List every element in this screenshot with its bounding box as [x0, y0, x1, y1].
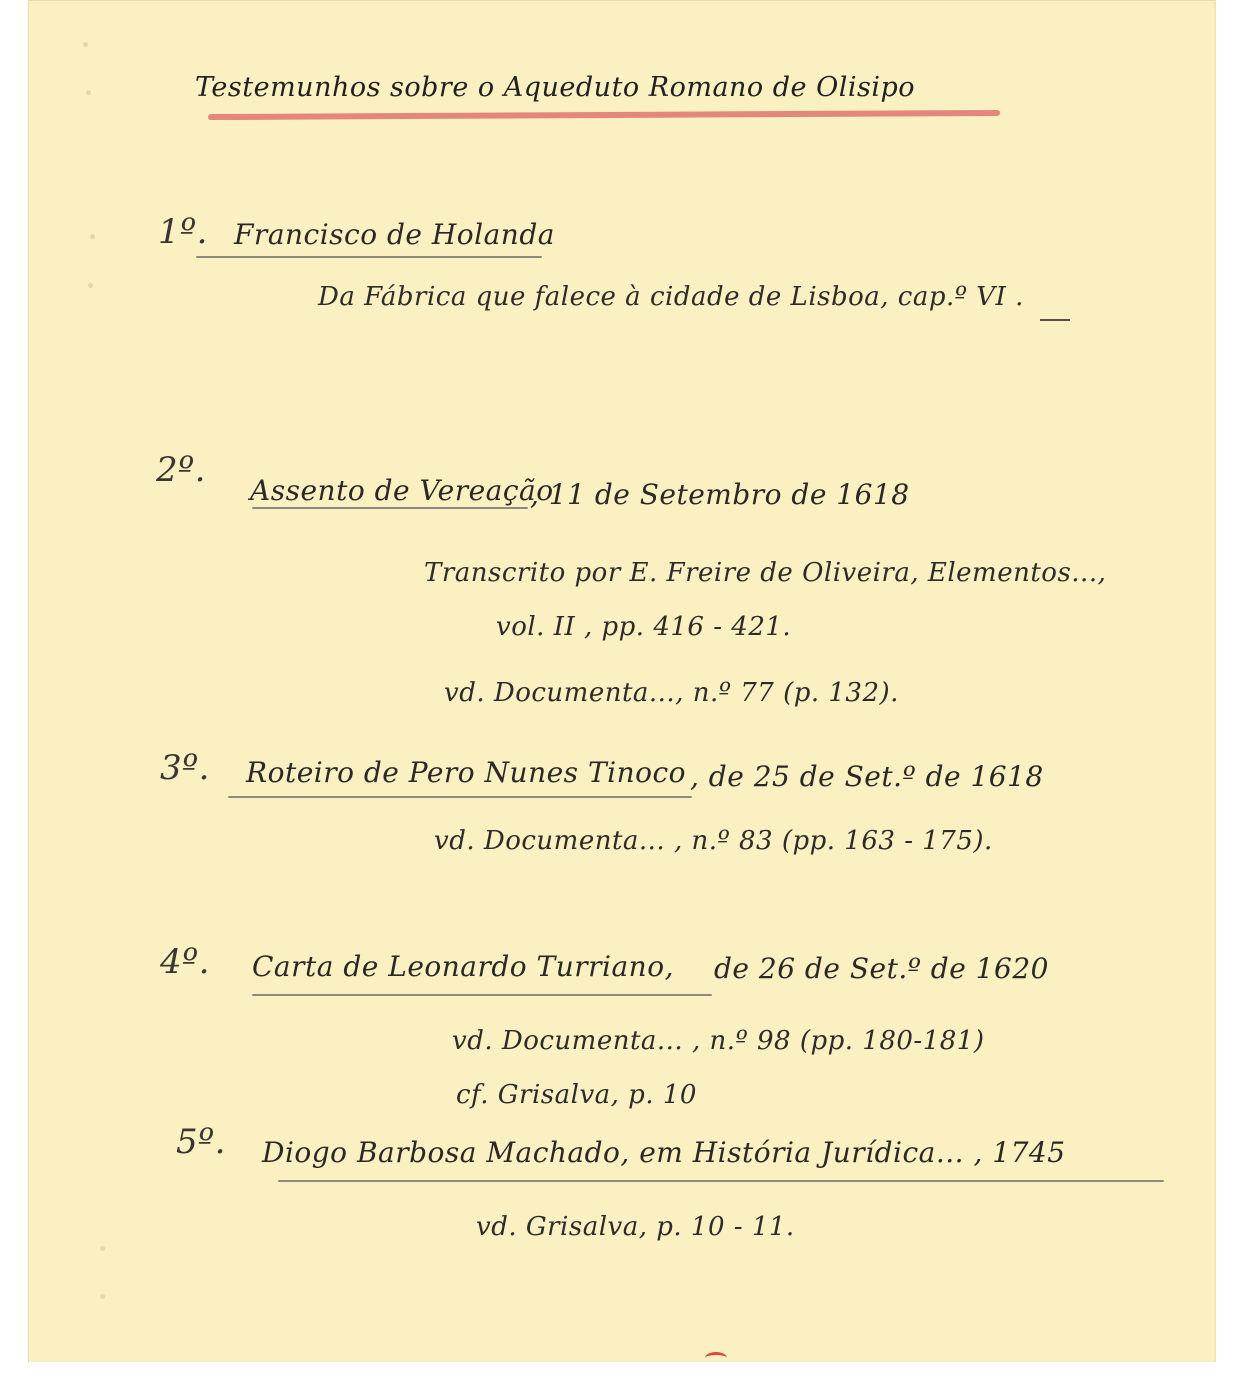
- entry-number: 1º.: [158, 212, 208, 252]
- entry-line: vd. Documenta..., n.º 77 (p. 132).: [444, 678, 899, 708]
- entry-number: 3º.: [160, 748, 210, 788]
- edge-mark: [100, 1246, 105, 1251]
- heading-underline: [252, 507, 528, 509]
- entry-line: vd. Documenta... , n.º 98 (pp. 180-181): [452, 1026, 985, 1056]
- edge-mark: [86, 90, 91, 95]
- heading-underline: [252, 994, 712, 996]
- entry-heading: Assento de Vereação: [250, 474, 554, 507]
- entry-line: Da Fábrica que falece à cidade de Lisboa, cap.º VI .: [318, 282, 1024, 312]
- red-pencil-mark: [705, 1352, 727, 1364]
- page-title: Testemunhos sobre o Aqueduto Romano de Olisipo: [195, 72, 916, 103]
- entry-number: 4º.: [160, 942, 210, 982]
- entry-number: 5º.: [176, 1122, 226, 1162]
- heading-underline: [196, 256, 542, 258]
- entry-heading: Roteiro de Pero Nunes Tinoco: [246, 756, 687, 789]
- entry-line: vd. Grisalva, p. 10 - 11.: [476, 1212, 795, 1242]
- edge-mark: [90, 234, 95, 239]
- edge-mark: [100, 1294, 105, 1299]
- heading-underline: [228, 796, 692, 798]
- entry-line: cf. Grisalva, p. 10: [456, 1080, 697, 1110]
- entry-heading: Francisco de Holanda: [234, 218, 555, 251]
- entry-number: 2º.: [156, 450, 206, 490]
- entry-line: Transcrito por E. Freire de Oliveira, Elementos...,: [424, 558, 1107, 588]
- edge-mark: [83, 42, 88, 47]
- entry-heading-suffix: de 26 de Set.º de 1620: [714, 952, 1049, 985]
- heading-underline: [278, 1180, 1164, 1182]
- entry-heading-suffix: , 11 de Setembro de 1618: [530, 478, 910, 511]
- entry-line: vd. Documenta... , n.º 83 (pp. 163 - 175).: [434, 826, 993, 856]
- entry-heading: Diogo Barbosa Machado, em História Jurídica... , 1745: [262, 1136, 1066, 1169]
- roman-numeral-underline: [1040, 319, 1070, 321]
- entry-heading: Carta de Leonardo Turriano,: [252, 950, 674, 983]
- edge-mark: [88, 283, 93, 288]
- entry-line: vol. II , pp. 416 - 421.: [496, 612, 792, 642]
- entry-heading-suffix: , de 25 de Set.º de 1618: [690, 760, 1044, 793]
